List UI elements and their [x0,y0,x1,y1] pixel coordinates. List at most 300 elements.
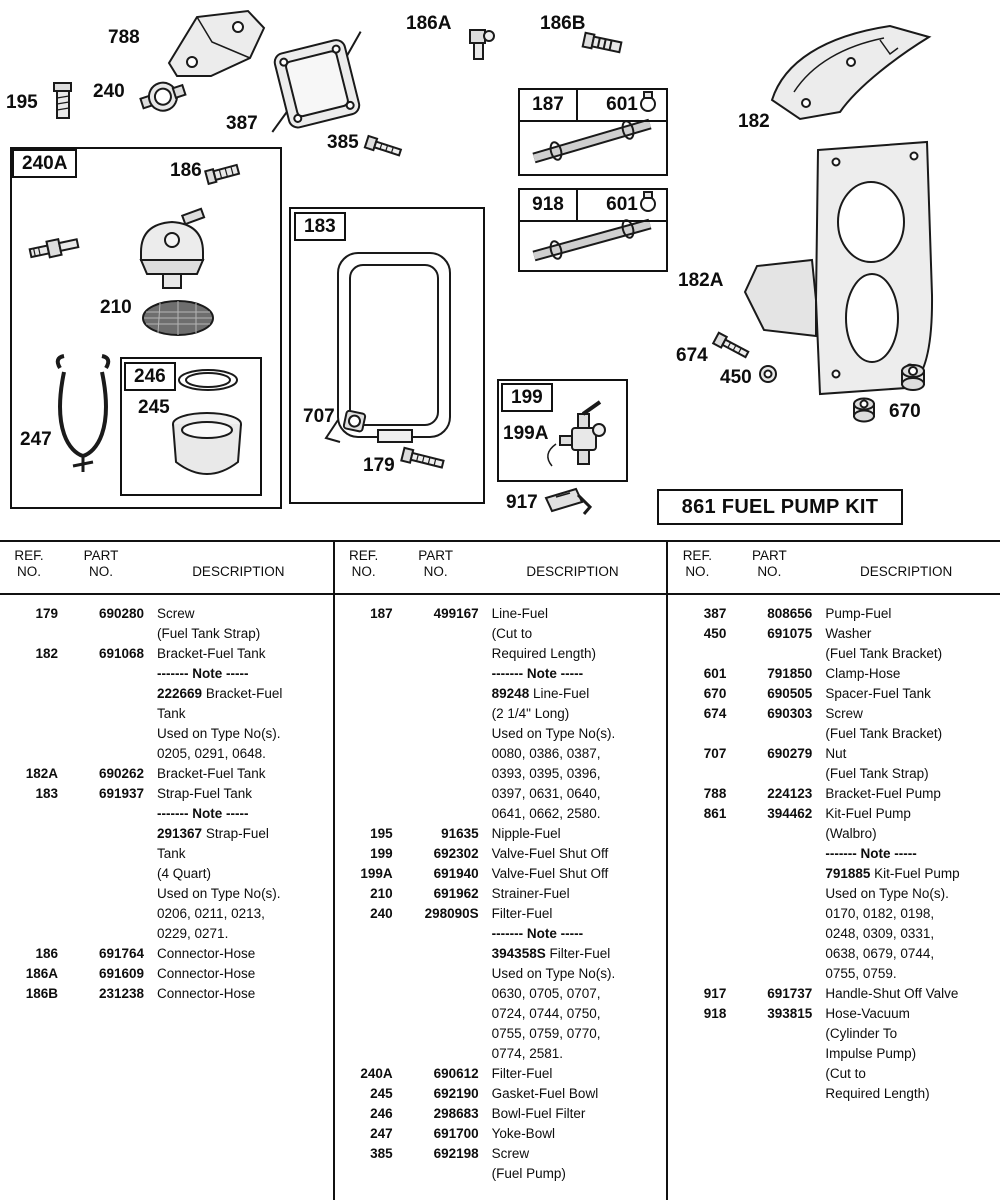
table-row [0,804,333,824]
part-no-cell: 808656 [767,606,813,621]
description-cell: 0170, 0182, 0198, [825,906,935,921]
description-cell: Strainer-Fuel [491,886,570,901]
ref-no-cell: 199A [360,866,393,881]
part-no-cell [393,984,479,1004]
part-sketch-788-bracket [169,11,264,76]
ref-no-cell [668,764,726,784]
description-cell: 0206, 0211, 0213, [157,906,265,921]
table-row [668,644,1000,664]
ref-no-cell [668,944,726,964]
part-no-cell: 691937 [98,786,144,801]
parts-diagram [0,0,1000,540]
part-no-header [58,548,144,593]
table-row [0,924,333,944]
table-row [668,624,1000,644]
table-row [0,864,333,884]
description-cell: (Walbro) [825,826,877,841]
table-row [0,984,333,1004]
table-row [0,944,333,964]
part-no-cell [58,724,144,744]
ref-no-cell [335,624,393,644]
ref-no-cell [335,984,393,1004]
ref-no-cell: 247 [370,1126,393,1141]
ref-no-header [668,548,726,593]
part-header-line2: NO. [88,564,113,579]
table-row [335,1004,667,1024]
part-no-cell: 691940 [433,866,479,881]
table-header [668,542,1000,595]
description-cell: Line-Fuel [491,606,548,621]
table-row [335,1044,667,1064]
description-cell: 0248, 0309, 0331, [825,926,935,941]
description-cell: Nipple-Fuel [491,826,561,841]
table-row [668,744,1000,764]
table-row [335,1164,667,1184]
description-cell: (Fuel Tank Strap) [825,766,929,781]
table-row [335,744,667,764]
description-cell: Washer [825,626,872,641]
description-header: DESCRIPTION [192,564,285,579]
part-no-cell: 691068 [98,646,144,661]
callout-210: 210 [100,297,132,318]
part-no-header [393,548,479,593]
table-row [335,1024,667,1044]
part-no-cell [726,1064,812,1084]
ref-no-cell: 182A [25,766,58,781]
part-sketch-385-screw [365,136,402,158]
part-header-line1: PART [83,548,119,563]
parts-table [0,540,1000,1200]
description-cell: 0393, 0395, 0396, [491,766,601,781]
ref-no-cell [335,784,393,804]
description-cell: Used on Type No(s). [157,726,281,741]
ref-no-cell [668,1064,726,1084]
part-no-cell: 393815 [767,1006,813,1021]
part-no-cell: 692302 [433,846,479,861]
description-cell: Pump-Fuel [825,606,892,621]
table-row [668,704,1000,724]
part-no-cell: 692190 [433,1086,479,1101]
part-no-cell: 692198 [433,1146,479,1161]
table-row [668,1044,1000,1064]
table-row [0,724,333,744]
ref-header-line1: REF. [14,548,44,563]
part-no-cell [393,964,479,984]
part-sketch-182-bracket [772,26,929,119]
callout-183: 183 [294,212,346,241]
description-cell: Gasket-Fuel Bowl [491,1086,599,1101]
part-no-cell [58,624,144,644]
ref-no-cell [335,804,393,824]
part-no-cell: 298683 [433,1106,479,1121]
description-cell: Used on Type No(s). [157,886,281,901]
description-cell: 291367 Strap-Fuel [157,826,269,841]
description-cell: 0630, 0705, 0707, [491,986,601,1001]
part-no-cell: 499167 [433,606,479,621]
parts-table-column-1 [0,542,333,1200]
fuel-pump-kit-callout: 861 FUEL PUMP KIT [657,489,903,525]
table-row [668,604,1000,624]
ref-no-cell [335,1164,393,1184]
ref-no-cell: 387 [703,606,727,621]
ref-no-cell [335,704,393,724]
table-row [335,964,667,984]
part-sketch-917-handle [546,489,590,514]
description-cell: ------- Note ----- [157,666,249,681]
table-row [335,904,667,924]
description-header: DESCRIPTION [860,564,953,579]
description-cell: Filter-Fuel [491,1066,553,1081]
table-row [0,824,333,844]
part-no-cell [726,904,812,924]
ref-no-cell [335,764,393,784]
part-sketch-186B-connector [583,33,622,54]
callout-240: 240 [93,81,125,102]
ref-no-cell [335,964,393,984]
description-cell: Hose-Vacuum [825,1006,910,1021]
part-no-cell [58,684,144,704]
description-cell: (Fuel Tank Bracket) [825,646,943,661]
description-cell: 0397, 0631, 0640, [491,786,601,801]
part-sketch-195-nipple [54,83,71,118]
part-no-cell [393,1024,479,1044]
callout-387: 387 [226,113,258,134]
parts-table-column-2 [333,542,667,1200]
ref-no-cell: 670 [703,686,727,701]
description-cell: 0724, 0744, 0750, [491,1006,601,1021]
description-cell: 0205, 0291, 0648. [157,746,266,761]
description-cell: (Cut to [491,626,533,641]
table-row [668,764,1000,784]
part-sketch-387-pump [254,32,380,134]
part-no-cell [726,864,812,884]
part-no-cell [393,784,479,804]
part-no-cell: 691962 [433,886,479,901]
part-no-cell [726,884,812,904]
part-sketch-674-screw [713,333,750,360]
ref-no-cell [0,804,58,824]
part-sketch-450-washer [760,366,776,382]
part-header-line2: NO. [757,564,782,579]
part-no-cell [393,804,479,824]
table-row [668,1004,1000,1024]
description-cell: Tank [157,846,186,861]
ref-no-cell: 788 [703,786,727,801]
description-cell: (Cylinder To [825,1026,898,1041]
part-no-cell [393,764,479,784]
description-cell: Clamp-Hose [825,666,901,681]
ref-no-cell: 183 [35,786,58,801]
table-row [335,784,667,804]
description-cell: Bowl-Fuel Filter [491,1106,586,1121]
callout-707: 707 [303,406,335,427]
ref-no-cell [668,1084,726,1104]
part-no-cell [726,824,812,844]
description-cell: Bracket-Fuel Pump [825,786,941,801]
part-no-cell [58,844,144,864]
ref-header-line1: REF. [682,548,712,563]
part-no-cell [58,744,144,764]
table-column-body [0,595,333,1004]
hose-clamp-label: 601 [606,194,638,215]
description-cell: Required Length) [491,646,596,661]
ref-no-cell [335,724,393,744]
part-no-cell: 394462 [767,806,813,821]
part-sketch-182A-bracket [745,142,932,394]
table-row [0,664,333,684]
description-cell: 394358S Filter-Fuel [491,946,611,961]
description-cell: 0080, 0386, 0387, [491,746,601,761]
table-row [0,884,333,904]
table-row [668,944,1000,964]
ref-no-cell: 182 [35,646,58,661]
callout-385: 385 [327,132,359,153]
callout-788: 788 [108,27,140,48]
ref-no-cell [668,864,726,884]
ref-header-line2: NO. [351,564,376,579]
ref-no-cell: 918 [703,1006,727,1021]
part-no-cell [726,724,812,744]
description-cell: Used on Type No(s). [491,726,616,741]
description-cell: (Fuel Pump) [491,1166,566,1181]
table-row [335,884,667,904]
description-cell: Bracket-Fuel Tank [157,766,266,781]
description-cell: 0638, 0679, 0744, [825,946,935,961]
table-column-body [668,595,1000,1104]
part-header-line2: NO. [423,564,448,579]
part-no-cell: 791850 [767,666,813,681]
table-row [668,924,1000,944]
table-row [0,704,333,724]
description-cell: Impulse Pump) [825,1046,917,1061]
table-row [0,964,333,984]
description-cell: (Fuel Tank Strap) [157,626,261,641]
ref-no-cell: 199 [370,846,393,861]
part-no-cell [726,1084,812,1104]
table-row [668,664,1000,684]
part-no-cell [393,724,479,744]
part-no-cell: 91635 [441,826,479,841]
description-cell: 0755, 0759. [825,966,897,981]
table-row [668,824,1000,844]
part-no-cell: 691075 [767,626,813,641]
ref-no-cell [668,884,726,904]
table-column-body [335,595,667,1184]
ref-no-cell: 187 [370,606,393,621]
hose-clamp-label: 601 [606,94,638,115]
description-cell: 0774, 2581. [491,1046,563,1061]
part-no-cell [393,684,479,704]
table-row [668,964,1000,984]
ref-no-cell: 601 [703,666,727,681]
ref-no-cell [0,924,58,944]
description-cell: 0641, 0662, 2580. [491,806,601,821]
description-cell: 791885 Kit-Fuel Pump [825,866,960,881]
ref-no-cell [668,904,726,924]
description-cell: (2 1/4" Long) [491,706,570,721]
callout-195: 195 [6,92,38,113]
ref-no-cell [668,724,726,744]
ref-no-cell [0,884,58,904]
ref-header-line2: NO. [16,564,41,579]
description-cell: Connector-Hose [157,986,256,1001]
ref-no-cell: 707 [703,746,727,761]
part-no-cell [58,824,144,844]
ref-no-cell: 674 [703,706,727,721]
ref-header-line2: NO. [685,564,710,579]
hose-group-header [520,190,666,222]
ref-no-cell [668,924,726,944]
table-row [335,844,667,864]
table-row [668,724,1000,744]
description-cell: Used on Type No(s). [825,886,949,901]
ref-no-cell: 861 [703,806,727,821]
part-no-cell [726,764,812,784]
ref-no-cell: 917 [703,986,727,1001]
ref-no-cell [335,1044,393,1064]
ref-no-cell [668,964,726,984]
part-no-cell: 691700 [433,1126,479,1141]
hose-ref-label: 187 [520,90,578,120]
description-cell: Bracket-Fuel Tank [157,646,266,661]
ref-no-cell [668,1024,726,1044]
callout-245: 245 [138,397,170,418]
part-no-cell: 224123 [767,786,813,801]
ref-no-cell [0,844,58,864]
part-sketch-186A-connector [470,30,494,59]
hose-group-187 [518,88,668,176]
ref-no-header [335,548,393,593]
part-no-cell: 690505 [767,686,813,701]
part-no-cell: 690612 [433,1066,479,1081]
table-row [668,984,1000,1004]
part-no-cell [393,1004,479,1024]
part-no-cell [393,624,479,644]
table-row [0,764,333,784]
part-no-cell [58,804,144,824]
ref-no-cell: 210 [370,886,393,901]
table-row [668,1064,1000,1084]
ref-no-cell: 240 [370,906,393,921]
part-no-cell: 231238 [98,986,144,1001]
description-cell: ------- Note ----- [157,806,249,821]
ref-no-cell: 179 [35,606,58,621]
ref-no-cell [0,704,58,724]
description-cell: Handle-Shut Off Valve [825,986,959,1001]
description-cell: Screw [491,1146,530,1161]
part-no-cell [58,924,144,944]
ref-no-cell [0,904,58,924]
description-cell: Strap-Fuel Tank [157,786,253,801]
table-row [335,944,667,964]
callout-199A: 199A [503,423,549,444]
callout-247: 247 [20,429,52,450]
ref-no-cell: 245 [370,1086,393,1101]
table-row [668,864,1000,884]
part-no-cell [726,1044,812,1064]
table-row [335,644,667,664]
ref-no-cell [668,1044,726,1064]
ref-no-cell: 195 [370,826,393,841]
description-cell: ------- Note ----- [491,926,584,941]
table-row [335,864,667,884]
table-row [0,684,333,704]
part-no-cell: 690280 [98,606,144,621]
table-row [335,684,667,704]
ref-no-header [0,548,58,593]
table-row [668,804,1000,824]
part-no-cell [393,924,479,944]
part-no-cell [726,644,812,664]
part-no-cell [393,1164,479,1184]
table-row [0,844,333,864]
part-no-cell: 691737 [767,986,813,1001]
description-cell: Filter-Fuel [491,906,553,921]
table-row [0,604,333,624]
description-header: DESCRIPTION [526,564,619,579]
table-header [0,542,333,595]
table-row [335,1064,667,1084]
description-cell: 222669 Bracket-Fuel [157,686,283,701]
table-row [0,644,333,664]
part-no-cell [726,944,812,964]
ref-no-cell [668,644,726,664]
description-cell: ------- Note ----- [825,846,917,861]
ref-no-cell [335,684,393,704]
table-row [0,624,333,644]
part-no-cell [393,1044,479,1064]
table-row [335,704,667,724]
table-row [668,684,1000,704]
part-no-cell: 298090S [424,906,479,921]
ref-no-cell [335,744,393,764]
table-row [668,1084,1000,1104]
part-no-cell [58,904,144,924]
part-no-cell [58,884,144,904]
part-no-cell [58,864,144,884]
description-cell: (Fuel Tank Bracket) [825,726,943,741]
callout-186B: 186B [540,13,586,34]
part-header-line1: PART [418,548,454,563]
table-row [335,984,667,1004]
part-no-cell: 690303 [767,706,813,721]
table-row [335,1084,667,1104]
ref-no-cell: 186 [35,946,58,961]
part-no-cell: 690262 [98,766,144,781]
table-row [335,724,667,744]
table-row [0,784,333,804]
table-row [668,1024,1000,1044]
ref-no-cell: 450 [703,626,727,641]
ref-no-cell: 186B [25,986,58,1001]
description-cell: Spacer-Fuel Tank [825,686,931,701]
ref-no-cell [335,944,393,964]
table-row [335,764,667,784]
table-header [335,542,667,595]
hose-group-header [520,90,666,122]
parts-table-column-3 [666,542,1000,1200]
part-no-cell [393,944,479,964]
description-cell: Required Length) [825,1086,930,1101]
description-cell: (4 Quart) [157,866,212,881]
ref-no-cell [335,644,393,664]
description-cell: 0229, 0271. [157,926,229,941]
description-cell: 89248 Line-Fuel [491,686,590,701]
table-row [335,604,667,624]
ref-no-cell [335,924,393,944]
table-row [335,664,667,684]
part-no-cell: 691609 [98,966,144,981]
